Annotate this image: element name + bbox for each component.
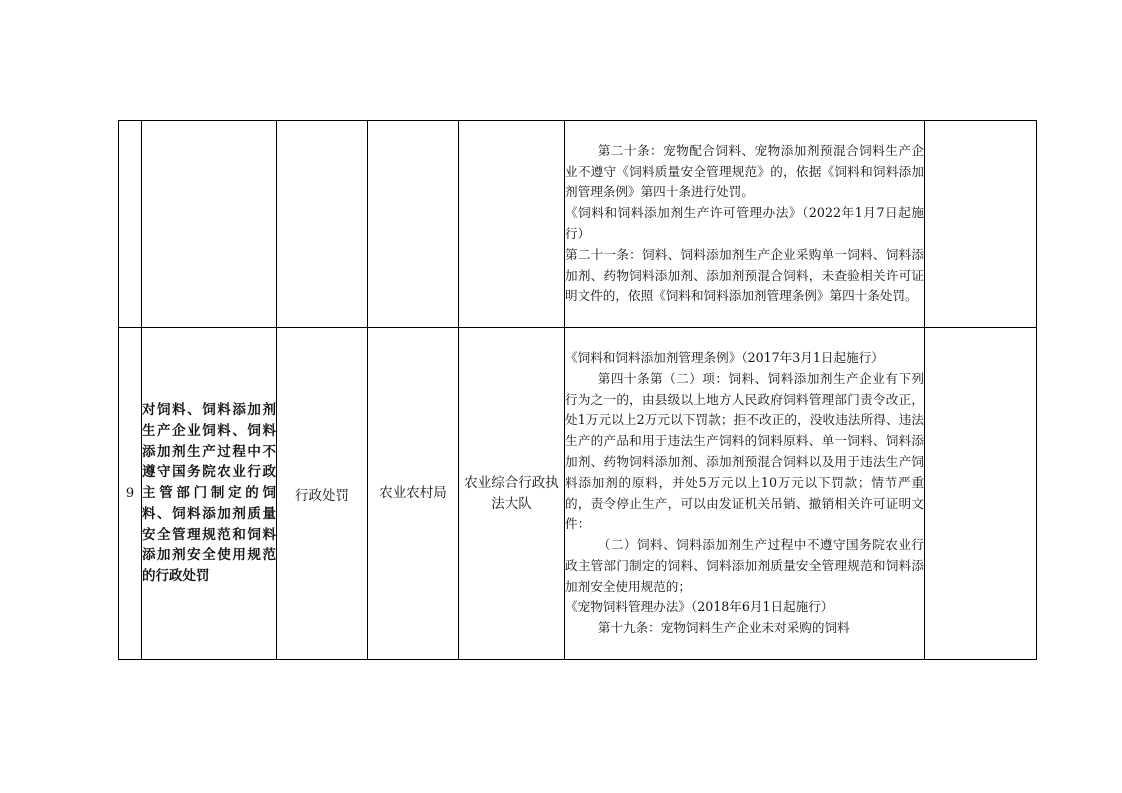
legal-basis xyxy=(565,328,925,660)
basis-paragraph: 第二十一条：饲料、饲料添加剂生产企业采购单一饲料、饲料添加剂、药物饲料添加剂、添加剂预混合饲料，未查验相关许可证明文件的，依照《饲料和饲料添加剂管理条例》第四十条处罚。 xyxy=(565,246,924,304)
department xyxy=(368,121,459,328)
category: 行政处罚 xyxy=(277,328,368,660)
row-number: 9 xyxy=(119,328,142,660)
category xyxy=(277,121,368,328)
table-row xyxy=(119,328,1037,660)
item-name: 对饲料、饲料添加剂生产企业饲料、饲料添加剂生产过程中不遵守国务院农业行政主管部门制定的饲料、饲料添加剂质量安全管理规范和饲料添加剂安全使用规范的行政处罚 xyxy=(142,328,277,660)
basis-paragraph: 《宠物饲料管理办法》（2018年6月1日起施行） xyxy=(565,599,834,615)
department: 农业农村局 xyxy=(368,328,459,660)
executor: 农业综合行政执法大队 xyxy=(459,328,565,660)
basis-paragraph: 《饲料和饲料添加剂管理条例》（2017年3月1日起施行） xyxy=(565,349,884,365)
table-row xyxy=(119,121,1037,328)
executor xyxy=(459,121,565,328)
basis-paragraph: 第十九条：宠物饲料生产企业未对采购的饲料 xyxy=(597,620,850,636)
row-number xyxy=(119,121,142,328)
remark xyxy=(925,328,1037,660)
basis-paragraph: 第四十条第（二）项：饲料、饲料添加剂生产企业有下列行为之一的，由县级以上地方人民政府饲料管理部门责令改正，处1万元以上2万元以下罚款；拒不改正的，没收违法所得、违法生产的产品和用于违法生产饲料的饲料原料、单一饲料、饲料添加剂、药物饲料添加剂、添加剂预混合饲料以及用于违法生产饲料添加剂的原料，并处5万元以上10万元以下罚款；情节严重的，责令停止生产，可以由发证机关吊销、撤销相关许可证明文件： xyxy=(565,370,924,532)
enforcement-table xyxy=(118,120,1037,660)
item-name xyxy=(142,121,277,328)
legal-basis xyxy=(565,121,925,328)
basis-paragraph: 第二十条：宠物配合饲料、宠物添加剂预混合饲料生产企业不遵守《饲料质量安全管理规范》的，依据《饲料和饲料添加剂管理条例》第四十条进行处罚。 xyxy=(565,142,924,200)
remark xyxy=(925,121,1037,328)
basis-paragraph: 《饲料和饲料添加剂生产许可管理办法》（2022年1月7日起施行） xyxy=(565,205,924,241)
basis-paragraph: （二）饲料、饲料添加剂生产过程中不遵守国务院农业行政主管部门制定的饲料、饲料添加剂质量安全管理规范和饲料添加剂安全使用规范的； xyxy=(565,537,924,594)
